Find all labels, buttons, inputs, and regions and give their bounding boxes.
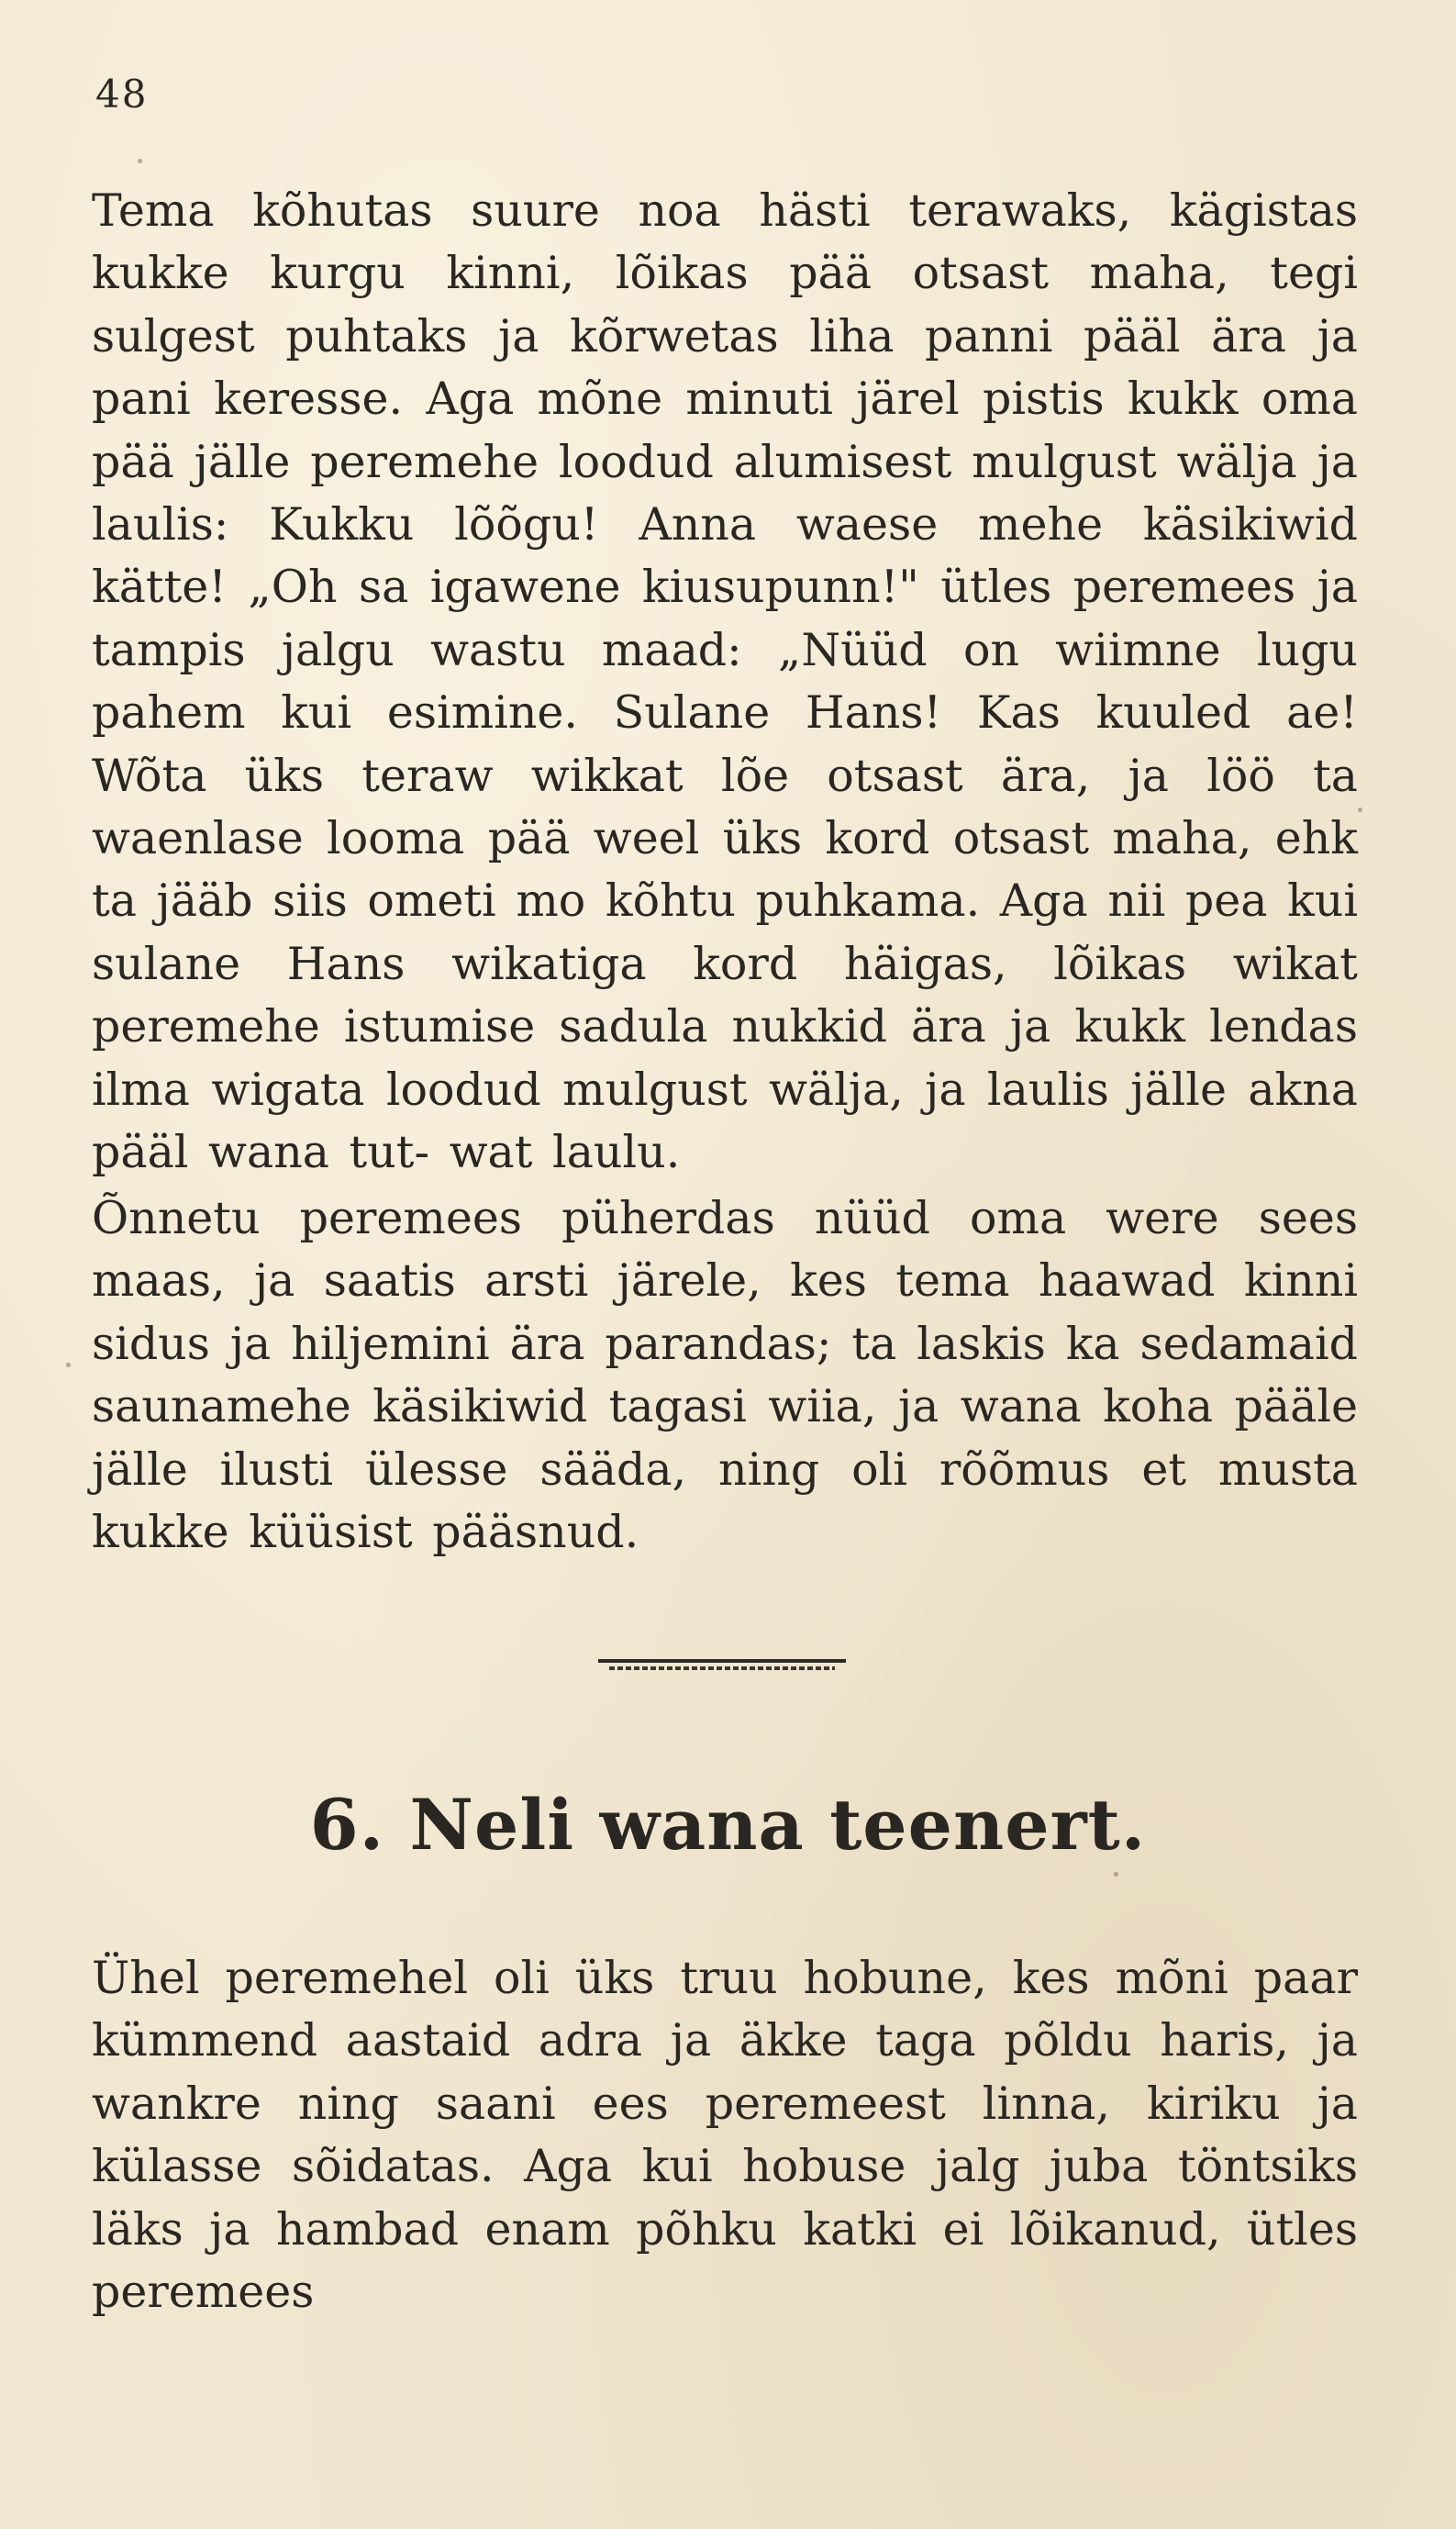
paper-speck (66, 1363, 71, 1367)
paragraph-text: Ühel peremehel oli üks truu hobune, kes mõni paar kümmend aastaid adra ja äkke taga põldu haris, ja wankre ning saani ees peremeest linna, kiriku ja külasse sõidatas. Aga kui hobuse jalg juba töntsiks läks ja hambad enam põhku katki ei lõikanud, ütles peremees (92, 1952, 1358, 2319)
divider-thick-line (598, 1659, 846, 1663)
page-number: 48 (95, 72, 149, 117)
paragraph-new-story (92, 1947, 1358, 2323)
paragraph-story-ending (92, 1187, 1358, 1564)
paper-speck (1114, 1872, 1118, 1877)
paragraph-story-continuation (92, 180, 1358, 1185)
paragraph-text: Õnnetu peremees püherdas nüüd oma were sees maas, ja saatis arsti järele, kes tema haawad kinni sidus ja hiljemini ära parandas; ta laskis ka sedamaid saunamehe käsikiwid tagasi wiia, ja wana koha pääle jälle ilusti ülesse sääda, ning oli rõõmus et musta kukke küüsist pääsnud. (92, 1192, 1358, 1559)
chapter-heading: 6. Neli wana teenert. (309, 1784, 1147, 1866)
section-divider (598, 1655, 846, 1674)
paper-speck (1358, 808, 1362, 812)
paragraph-text: Tema kõhutas suure noa hästi terawaks, kägistas kukke kurgu kinni, lõikas pää otsast maha, tegi sulgest puhtaks ja kõrwetas liha panni pääl ära ja pani keresse. Aga mõne minuti järel pistis kukk oma pää jälle peremehe loodud alumisest mulgust wälja ja laulis: Kukku lõõgu! Anna waese mehe käsikiwid kätte! „Oh sa igawene kiusupunn!" ütles peremees ja tampis jalgu wastu maad: „Nüüd on wiimne lugu pahem kui esimine. Sulane Hans! Kas kuuled ae! Wõta üks teraw wikkat lõe otsast ära, ja löö ta waenlase looma pää weel üks kord otsast maha, ehk ta jääb siis ometi mo kõhtu puhkama. Aga nii pea kui sulane Hans wikatiga kord häigas, lõikas wikat peremehe istumise sadula nukkid ära ja kukk lendas ilma wigata loodud mulgust wälja, ja laulis jälle akna pääl wana tut- wat laulu. (92, 184, 1358, 1179)
paper-speck (138, 159, 142, 163)
divider-dotted-line (609, 1666, 835, 1670)
